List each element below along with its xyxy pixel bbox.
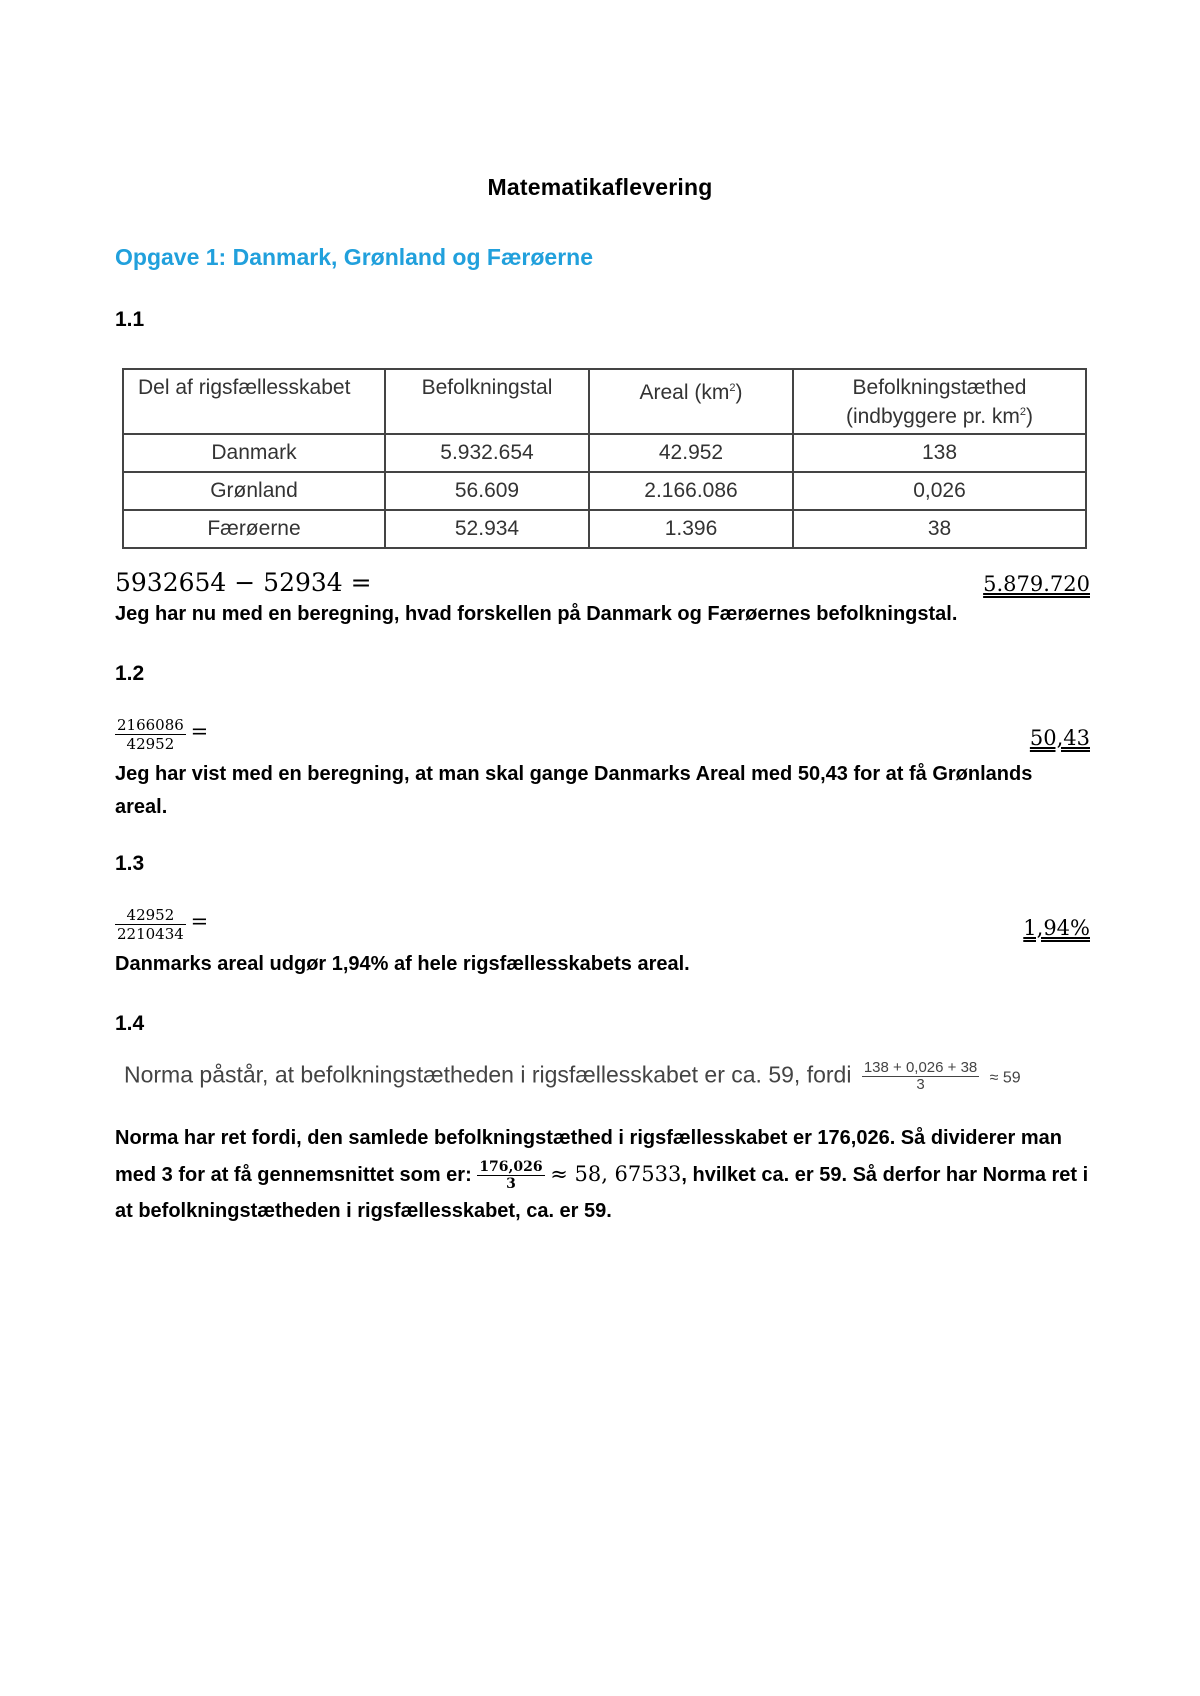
table-row — [123, 472, 1086, 510]
header-part: Del af rigsfællesskabet — [123, 369, 385, 434]
explanation-1-2: Jeg har vist med en beregning, at man skal gange Danmarks Areal med 50,43 for at få Grønlands areal. — [115, 763, 1033, 818]
population-table — [122, 368, 1087, 549]
cell-area: 42.952 — [589, 434, 793, 472]
cell-name: Danmark — [123, 434, 385, 472]
equals-sign: = — [190, 909, 209, 934]
header-density: Befolkningstæthed (indbyggere pr. $km^2$) — [793, 369, 1086, 434]
conclusion-part1: Norma har ret fordi, den samlede befolkningstæthed i rigsfællesskabet er 176,026. Så dividerer man med 3 for at få gennemsnittet som er: — [115, 1127, 1062, 1186]
fraction-numerator: 2166086 — [117, 716, 184, 734]
table-row — [123, 510, 1086, 548]
equation-3-result: 1,94% — [1023, 916, 1090, 940]
fraction-denominator: 42952 — [126, 735, 175, 753]
norma-approx: ≈ 59 — [989, 1069, 1021, 1087]
norma-statement-text: Norma påstår, at befolkningstætheden i rigsfællesskabet er ca. 59, fordi — [124, 1061, 852, 1088]
cell-population: 5.932.654 — [385, 434, 589, 472]
equation-2-left — [115, 716, 208, 753]
cell-name: Grønland — [123, 472, 385, 510]
norma-statement — [124, 1060, 1084, 1093]
cell-density: 0,026 — [793, 472, 1086, 510]
section-1-2: 1.2 — [115, 662, 145, 685]
fraction-numerator: 42952 — [115, 906, 186, 925]
cell-population: 56.609 — [385, 472, 589, 510]
cell-density: 38 — [793, 510, 1086, 548]
task-heading: Opgave 1: Danmark, Grønland og Færøerne — [115, 244, 593, 270]
equation-2-result: 50,43 — [1029, 726, 1090, 750]
document-title: Matematikaflevering — [487, 174, 713, 200]
section-1-3: 1.3 — [115, 852, 145, 875]
section-1-1: 1.1 — [115, 308, 145, 331]
equals-sign: = — [190, 719, 209, 744]
explanation-1-1: Jeg har nu med en beregning, hvad forskellen på Danmark og Færøernes befolkningstal. — [115, 603, 958, 625]
table-row — [123, 434, 1086, 472]
conclusion-fraction — [477, 1159, 544, 1192]
header-population: Befolkningstal — [385, 369, 589, 434]
conclusion-fraction-numerator: 176,026 — [479, 1159, 543, 1176]
section-1-4: 1.4 — [115, 1012, 145, 1035]
fraction — [115, 716, 186, 753]
conclusion-part2: , hvilket ca. er 59. Så derfor har Norma ret i at befolkningstætheden i rigsfællesskabet, ca. er 59. — [115, 1164, 1089, 1222]
fraction-denominator: 2210434 — [117, 925, 184, 943]
conclusion-paragraph — [115, 1120, 1090, 1229]
cell-area: 2.166.086 — [589, 472, 793, 510]
header-area: Areal $(km^2)$ — [589, 369, 793, 434]
explanation-1-3: Danmarks areal udgør 1,94% af hele rigsfællesskabets areal. — [115, 953, 690, 975]
norma-fraction-denominator: 3 — [916, 1076, 925, 1093]
conclusion-approx: ≈ 58, 67533 — [550, 1162, 682, 1186]
cell-density: 138 — [793, 434, 1086, 472]
fraction — [115, 906, 186, 943]
equation-1-left: 5932654 − 52934 = — [115, 568, 372, 597]
conclusion-fraction-denominator: 3 — [506, 1176, 516, 1193]
norma-fraction — [862, 1060, 979, 1093]
equation-3-left — [115, 906, 208, 943]
equation-1-result: 5.879.720 — [983, 572, 1090, 596]
cell-name: Færøerne — [123, 510, 385, 548]
cell-area: 1.396 — [589, 510, 793, 548]
norma-fraction-numerator: 138 + 0,026 + 38 — [863, 1059, 978, 1076]
table-header-row — [123, 369, 1086, 434]
cell-population: 52.934 — [385, 510, 589, 548]
